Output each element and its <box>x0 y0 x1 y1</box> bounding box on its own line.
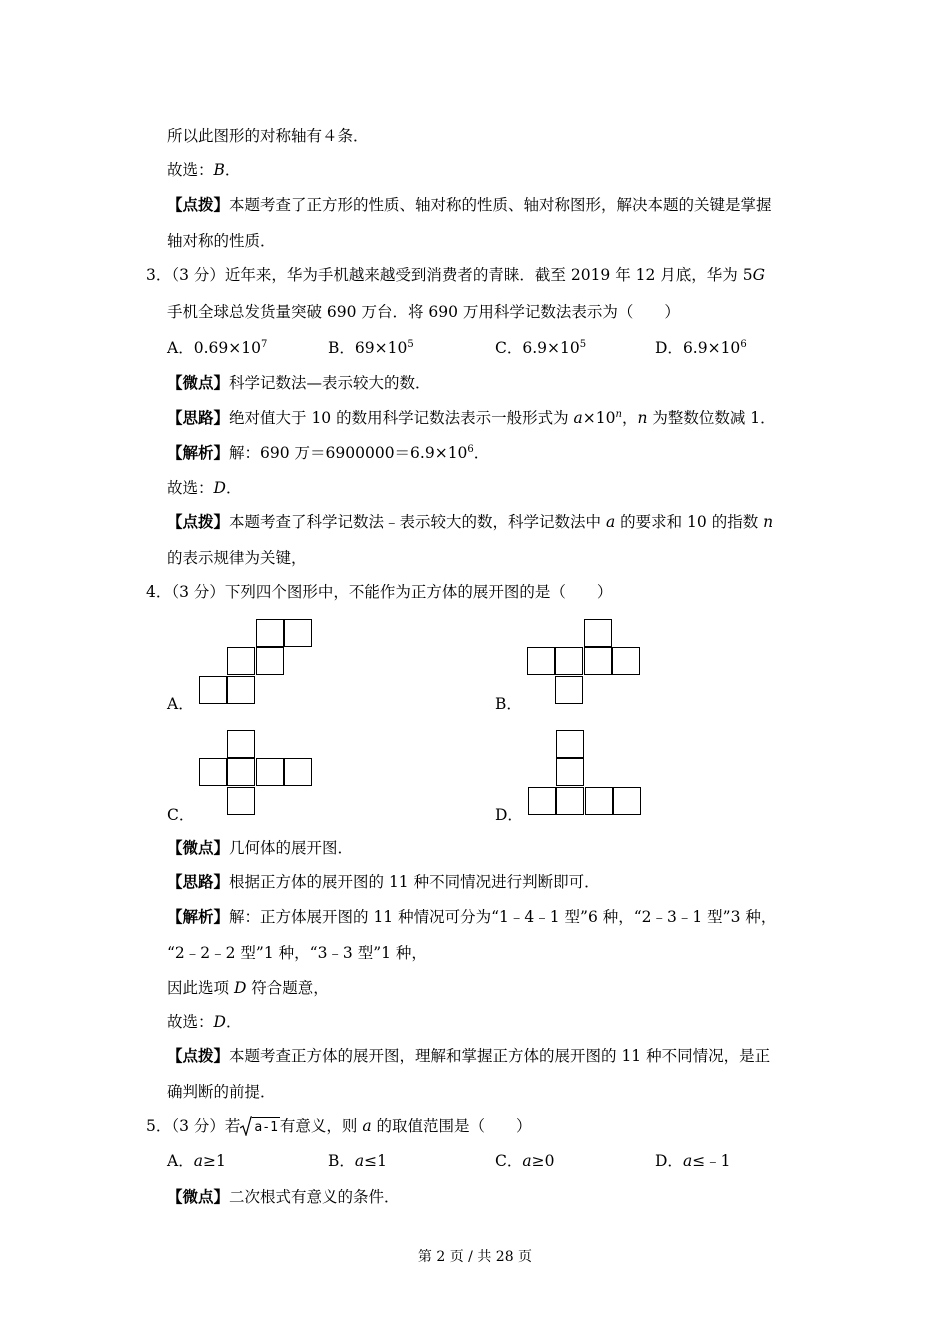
q2-tip: 【点拨】本题考查了正方形的性质、轴对称的性质、轴对称图形，解决本题的关键是掌握 <box>167 195 772 214</box>
q3-idea: 【思路】绝对值大于 10 的数用科学记数法表示一般形式为 $a\times 10^n$，n 为整数位数减 1． <box>167 408 776 427</box>
q4-solution-cont2: 因此选项 D 符合题意， <box>167 979 329 997</box>
q3-tip: 【点拨】本题考查了科学记数法﹣表示较大的数，科学记数法中 a 的要求和 10 的指数 n <box>167 512 774 531</box>
q2-answer: 故选：B． <box>167 161 241 179</box>
net-d-square <box>556 758 584 786</box>
q5-stem: 5．（3 分）若 a-1 有意义，则 a 的取值范围是（ ） <box>146 1116 532 1138</box>
net-c-square <box>227 787 255 815</box>
q5-option-a: A．a≥1 <box>167 1152 226 1170</box>
net-d-square <box>585 787 613 815</box>
net-b-square <box>584 647 612 675</box>
q3-stem-cont: 手机全球总发货量突破 690 万台．将 690 万用科学记数法表示为（ ） <box>167 303 680 321</box>
net-d-square <box>556 730 584 758</box>
q5-option-d: D．a≤﹣1 <box>655 1152 731 1170</box>
q4-option-b-label: B． <box>495 695 522 713</box>
q4-answer: 故选：D． <box>167 1013 242 1031</box>
net-d-square <box>613 787 641 815</box>
q3-option-c: C．$6.9\times 10^5$ <box>495 338 587 357</box>
page-footer: 第 2 页 / 共 28 页 <box>417 1249 533 1265</box>
q4-solution: 【解析】解：正方体展开图的 11 种情况可分为“1﹣4﹣1 型”6 种，“2﹣3﹣1 型”3 种， <box>167 907 777 926</box>
q3-tip-cont: 的表示规律为关键， <box>167 549 307 567</box>
net-a-square <box>284 619 312 647</box>
net-b-square <box>555 676 583 704</box>
q2-tip-cont: 轴对称的性质． <box>167 232 276 250</box>
q5-point: 【微点】二次根式有意义的条件． <box>167 1187 400 1206</box>
radical-sign-icon <box>240 1116 252 1136</box>
q4-idea: 【思路】根据正方体的展开图的 11 种不同情况进行判断即可． <box>167 872 600 891</box>
q4-option-d-label: D． <box>495 806 523 824</box>
net-c-square <box>199 758 227 786</box>
net-c-square <box>227 758 255 786</box>
q4-stem: 4．（3 分）下列四个图形中，不能作为正方体的展开图的是（ ） <box>146 583 613 601</box>
net-b-square <box>584 619 612 647</box>
net-c-square <box>284 758 312 786</box>
q4-tip-cont: 确判断的前提． <box>167 1083 276 1101</box>
net-a-square <box>199 676 227 704</box>
q3-option-a: A．$0.69\times 10^7$ <box>167 338 268 357</box>
net-c-square <box>227 730 255 758</box>
net-figure-a <box>199 619 314 707</box>
net-figure-b <box>527 619 642 707</box>
q4-option-a-label: A． <box>167 695 194 713</box>
net-figure-d <box>528 730 643 818</box>
q3-option-b: B．$69\times 10^5$ <box>328 338 414 357</box>
q3-answer: 故选：D． <box>167 479 242 497</box>
net-b-square <box>612 647 640 675</box>
net-d-square <box>556 787 584 815</box>
net-a-square <box>256 647 284 675</box>
net-a-square <box>227 647 255 675</box>
net-figure-c <box>199 730 314 818</box>
q5-option-b: B．a≤1 <box>328 1152 387 1170</box>
q2-conclusion: 所以此图形的对称轴有４条． <box>167 127 369 145</box>
net-a-square <box>256 619 284 647</box>
q4-point: 【微点】几何体的展开图． <box>167 838 354 857</box>
q4-solution-cont: “2﹣2﹣2 型”1 种，“3﹣3 型”1 种， <box>167 944 427 962</box>
q3-stem: 3．（3 分）近年来，华为手机越来越受到消费者的青睐．截至 2019 年 12 月底，华为 5G <box>146 266 765 284</box>
net-c-square <box>256 758 284 786</box>
q3-solution: 【解析】解：690 万$=6900000=6.9\times 10^6$． <box>167 443 490 462</box>
q4-option-c-label: C． <box>167 806 195 824</box>
q3-option-d: D．$6.9\times 10^6$ <box>655 338 747 357</box>
q5-option-c: C．a≥0 <box>495 1152 555 1170</box>
q4-tip: 【点拨】本题考查正方体的展开图，理解和掌握正方体的展开图的 11 种不同情况，是正 <box>167 1046 771 1065</box>
net-b-square <box>527 647 555 675</box>
sqrt-expression: a-1 <box>240 1116 279 1138</box>
net-d-square <box>528 787 556 815</box>
net-b-square <box>555 647 583 675</box>
net-a-square <box>227 676 255 704</box>
q3-point: 【微点】科学记数法—表示较大的数． <box>167 373 431 392</box>
